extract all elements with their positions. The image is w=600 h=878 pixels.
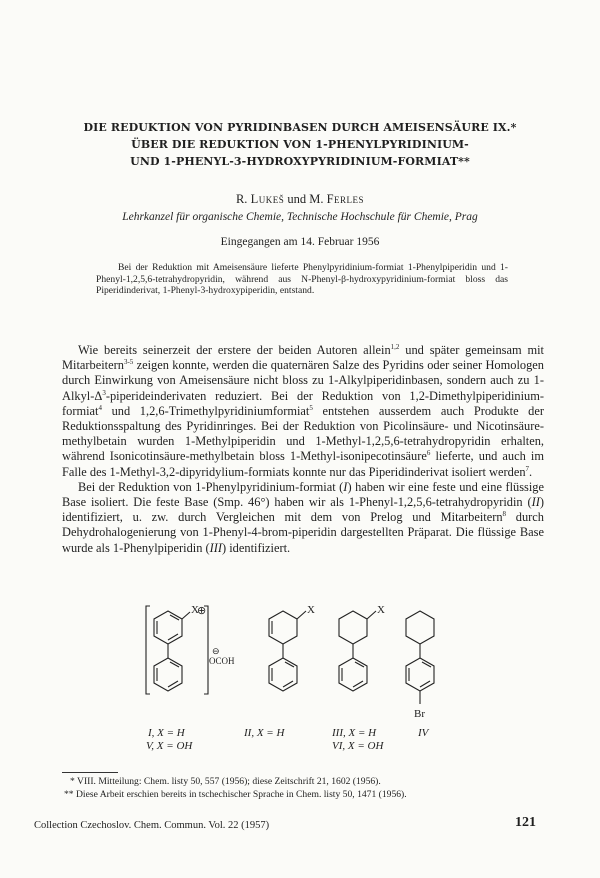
ref-5: 5 — [309, 403, 313, 412]
bromine-label: Br — [414, 708, 425, 720]
negative-charge: ⊖ — [212, 646, 220, 656]
ref-7: 7 — [525, 464, 530, 473]
p1-text-4: -piperideinderivaten reduziert. Bei der Reduktion von 1,2-Dimethylpiperidinium-formiat — [62, 388, 544, 418]
compound-ref-II: II — [531, 495, 540, 510]
bracket-left — [146, 606, 150, 694]
affiliation: Lehrkanzel für organische Chemie, Technische Hochschule für Chemie, Prag — [122, 211, 478, 223]
structure-3-ring — [339, 611, 367, 644]
footnote-2: ** Diese Arbeit erschien bereits in tschechischer Sprache in Chem. listy 50, 1471 (1956). — [64, 789, 407, 800]
ref-6: 6 — [426, 449, 431, 458]
structure-4-ring — [406, 611, 434, 644]
structure-4-phenyl-ring — [406, 658, 434, 691]
p1-text-5: und 1,2,6-Trimethylpyridiniumformiat — [101, 403, 310, 418]
author-line — [0, 192, 600, 207]
footnote-rule — [62, 772, 118, 773]
received-date: Eingegangen am 14. Februar 1956 — [220, 236, 380, 248]
structure-2-x-label: X — [307, 604, 315, 616]
structure-diagram — [120, 598, 460, 758]
structure-3-x-bond — [367, 611, 376, 619]
p1-text-8: . — [529, 464, 533, 479]
p2-text-1: Bei der Reduktion von 1-Phenylpyridinium-formiat ( — [78, 479, 344, 494]
author-2-name: Ferles — [326, 192, 365, 206]
caption-IV: IV — [418, 727, 429, 739]
p1-text-6: entstehen ausserdem auch Produkte der Reduktionsspaltung des Pyridinringes. Bei der Reduktion von Picolinsäure- und Nicotinsäure-methylbetain wurden 1-Methylpiperidin und 1-Methyl-1,2,5,6-tetrahydropyridin erhalten, während Isonicotinsäure-methylbetain bloss 1-Methyl-isonipecotinsäure — [62, 403, 545, 464]
paragraph-1 — [62, 343, 544, 480]
caption-VI: VI, X = OH — [332, 740, 384, 752]
ref-3-5: 3-5 — [123, 358, 134, 367]
p1-text-3: zeigen konnte, werden die quaternären Salze des Pyridins oder seiner Homologen durch Einwirkung von Ameisensäure nicht bloss zu 1-Alkylpiperidinbasen, sondern auch zu 1-Alkyl-Δ — [62, 358, 544, 403]
structure-3-x-label: X — [377, 604, 385, 616]
compound-ref-I: I — [343, 479, 348, 494]
structure-3-phenyl-ring — [339, 658, 367, 691]
p1-text-2: und später gemeinsam mit Mitarbeitern — [62, 343, 544, 373]
author-1-name: Lukeš — [250, 192, 285, 206]
p2-text-4: durch Dehydrohalogenierung von 1-Phenyl-4-brom-piperidin dargestellten Präparat. Die flüssige Base wurde als 1-Phenylpiperidin ( — [62, 510, 544, 555]
abstract-text: Bei der Reduktion mit Ameisensäure lieferte Phenylpyridinium-formiat 1-Phenylpiperidin und 1-Phenyl-1,2,5,6-tetrahydropyridin, während aus N-Phenyl-β-hydroxypyridinium-formiat bloss das Piperidinderivat, 1-Phenyl-3-hydroxypiperidin, entstand. — [96, 262, 508, 297]
title-line-1: DIE REDUKTION VON PYRIDINBASEN DURCH AMEISENSÄURE IX.* — [83, 121, 517, 134]
ref-8: 8 — [502, 510, 507, 519]
p1-text-7: lieferte, und auch im Falle des 1-Methyl-3,2-dipyridylium-formiats konnte nur das Piperidinderivat isoliert werden — [62, 449, 544, 479]
structure-1-phenyl-ring — [154, 658, 182, 691]
positive-charge: ⊕ — [197, 605, 207, 617]
formate-anion: OCOH — [209, 656, 235, 666]
p2-text-3: ) identifiziert, u. zw. durch Vergleichen mit dem von Prelog und Mitarbeitern — [62, 495, 544, 525]
delta-superscript: 3 — [102, 388, 106, 397]
journal-footer: Collection Czechoslov. Chem. Commun. Vol. 22 (1957) — [34, 820, 270, 831]
page-number: 121 — [515, 815, 536, 830]
structure-2-ring — [269, 611, 297, 644]
caption-II: II, X = H — [244, 727, 285, 739]
paragraph-2 — [62, 480, 544, 556]
p2-text-5: ) identifiziert. — [222, 540, 291, 555]
ref-1-2: 1,2 — [390, 342, 400, 351]
author-1-initial: R. — [235, 192, 248, 206]
body-text — [62, 343, 544, 556]
title-line-3: UND 1-PHENYL-3-HYDROXYPYRIDINIUM-FORMIAT** — [130, 155, 470, 168]
ref-4: 4 — [98, 403, 102, 412]
structure-1-x-label: X — [191, 604, 199, 616]
structure-1-pyridinium-ring — [154, 611, 182, 644]
abstract — [96, 262, 508, 297]
caption-I: I, X = H — [148, 727, 185, 739]
structure-1-x-bond — [182, 612, 190, 619]
p2-text-2: ) haben wir eine feste und eine flüssige Base isoliert. Die feste Base (Smp. 46°) haben wir als 1-Phenyl-1,2,5,6-tetrahydropyridin ( — [62, 479, 544, 510]
chemical-structures-svg — [120, 598, 460, 758]
author-and: und — [287, 192, 307, 206]
structure-2-phenyl-ring — [269, 658, 297, 691]
caption-III: III, X = H — [332, 727, 377, 739]
compound-ref-III: III — [209, 540, 223, 555]
author-2-initial: M. — [309, 192, 324, 206]
structure-2-x-bond — [297, 611, 306, 619]
p1-text-1: Wie bereits seinerzeit der erstere der beiden Autoren allein — [78, 343, 391, 357]
footnote-1: * VIII. Mitteilung: Chem. listy 50, 557 (1956); diese Zeitschrift 21, 1602 (1956). — [70, 776, 381, 787]
article-title — [30, 119, 570, 170]
caption-V: V, X = OH — [146, 740, 193, 752]
structure-1-double-bond-2 — [170, 615, 179, 620]
bracket-right — [204, 606, 208, 694]
title-line-2: ÜBER DIE REDUKTION VON 1-PHENYLPYRIDINIUM- — [131, 138, 469, 151]
